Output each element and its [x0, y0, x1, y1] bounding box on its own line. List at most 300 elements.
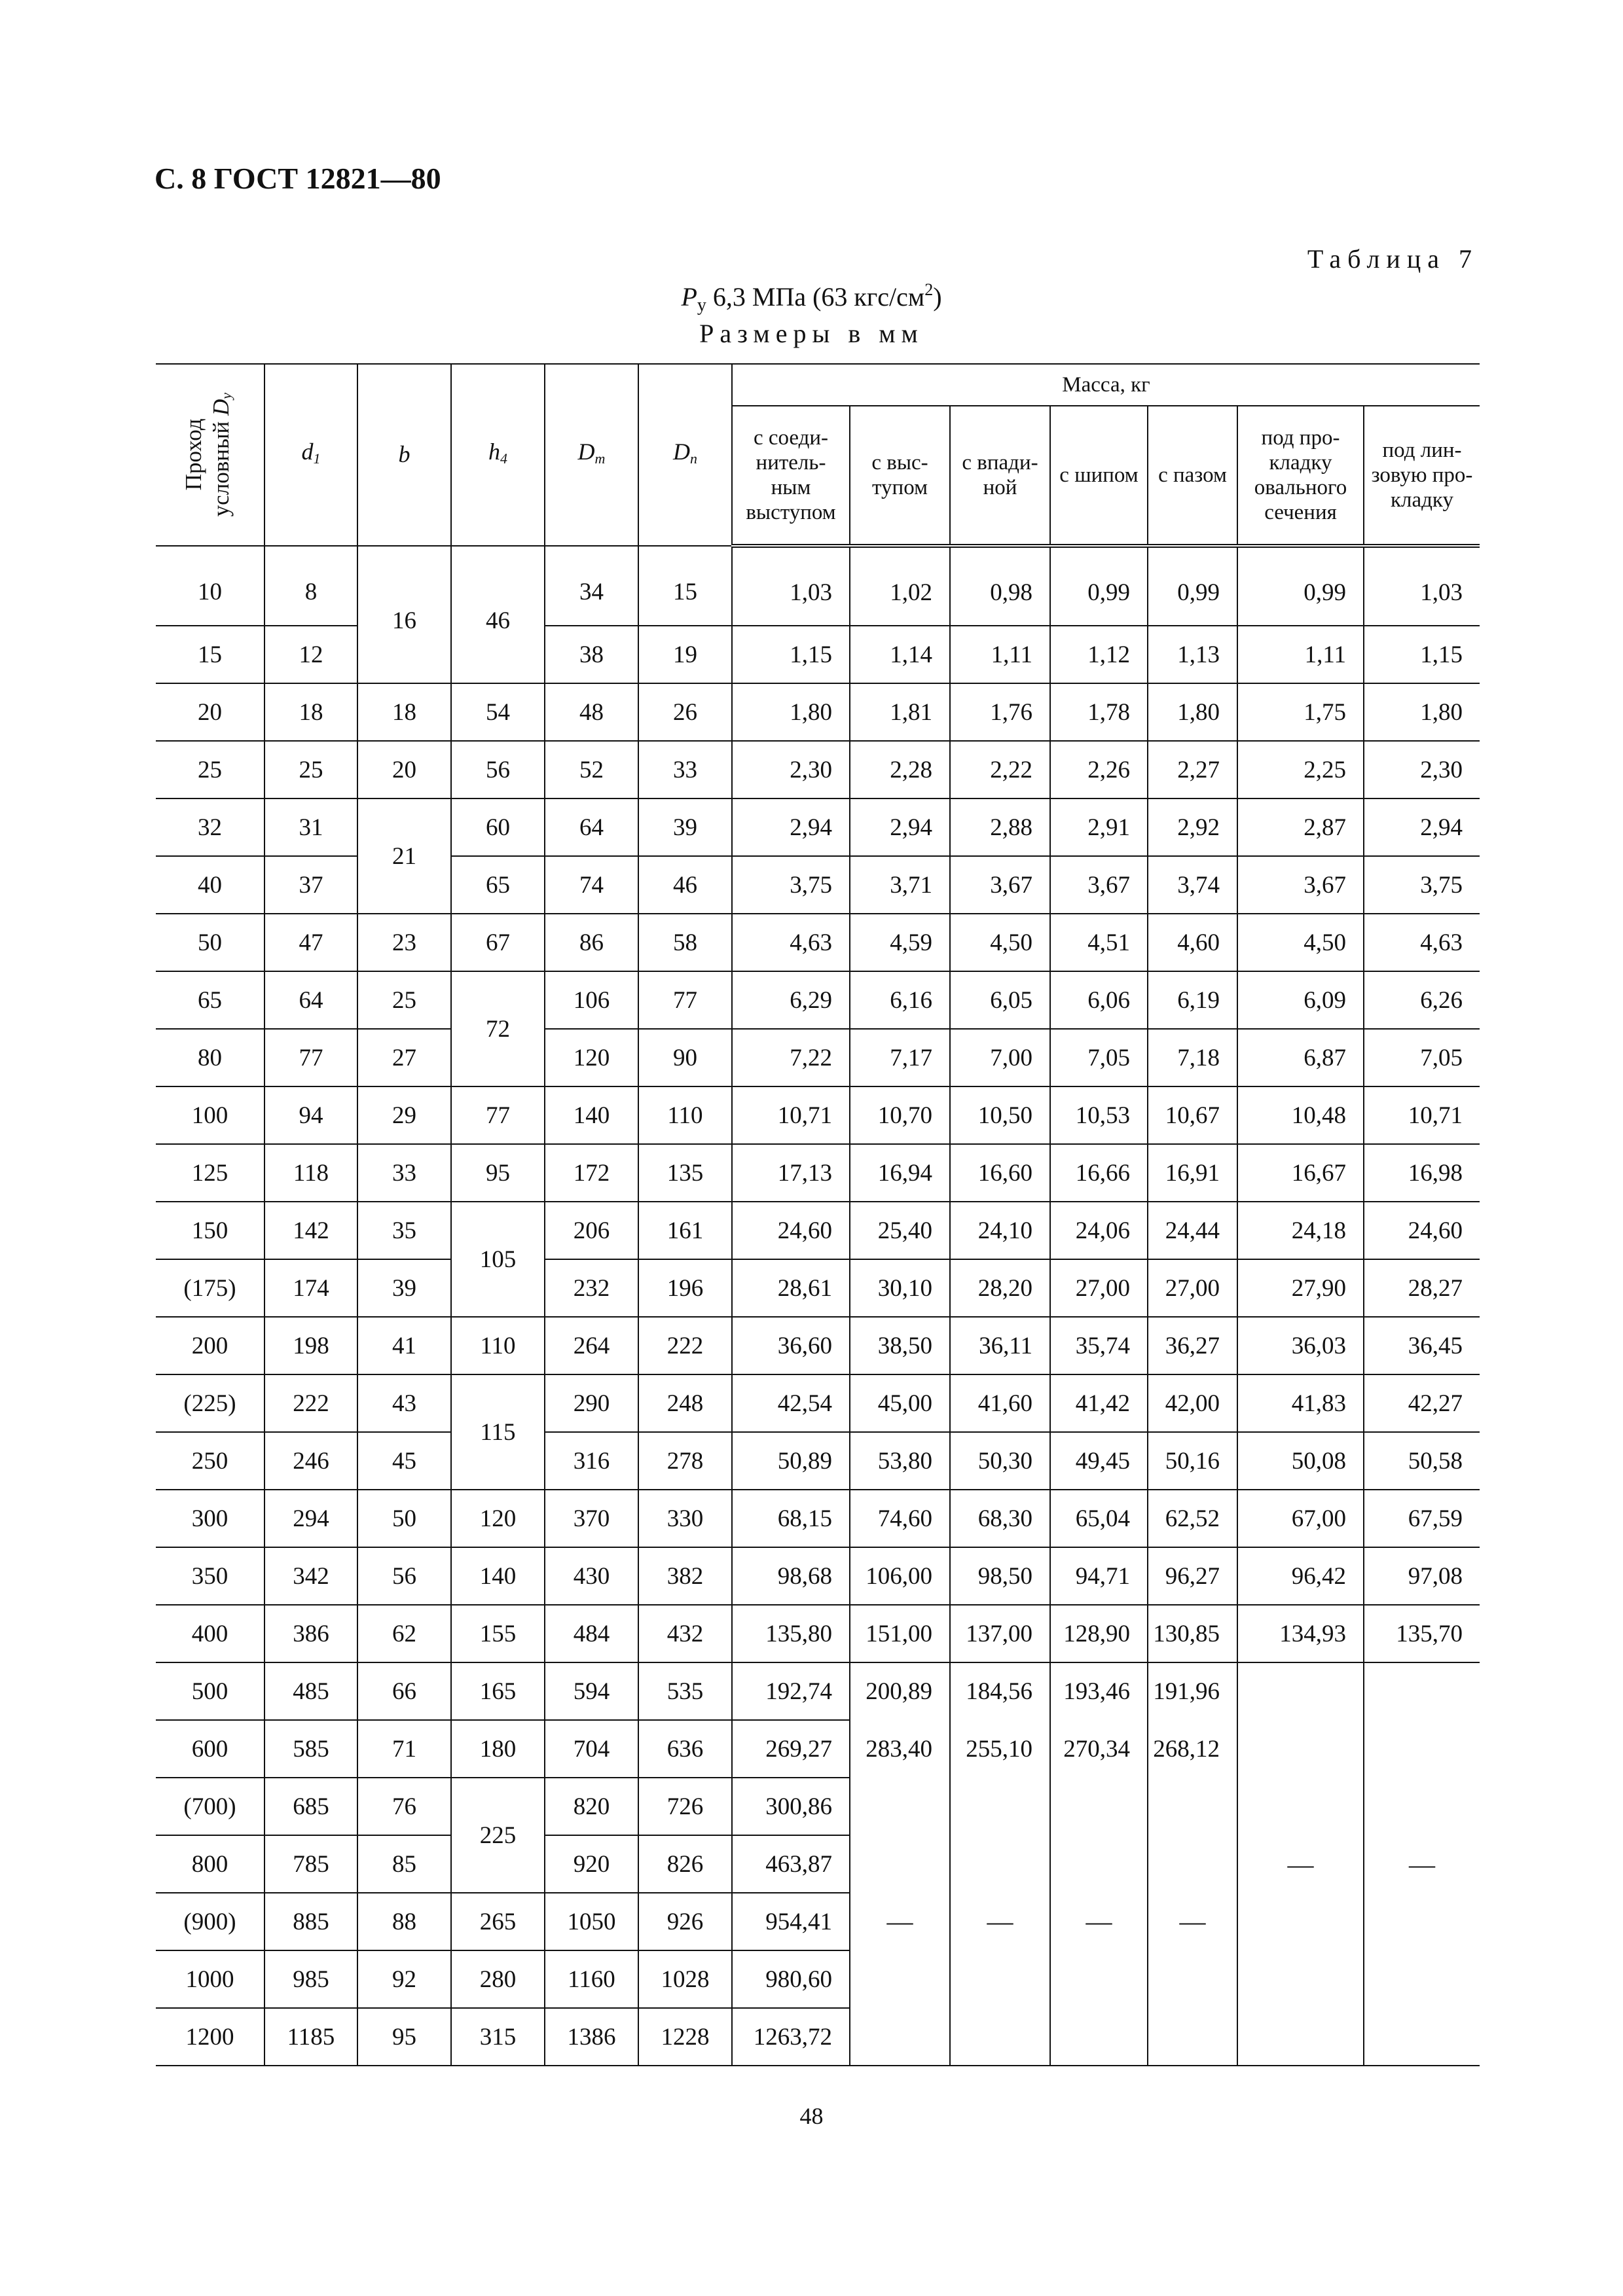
cell-d1: 386	[264, 1605, 357, 1662]
cell-b: 29	[357, 1086, 451, 1144]
cell-m1: 1,80	[732, 683, 850, 741]
table-row	[156, 683, 1480, 741]
cell-d1: 94	[264, 1086, 357, 1144]
cell-m2: 1,81	[850, 683, 950, 741]
cell-m2: 106,00	[850, 1547, 950, 1605]
cell-h4: 60	[451, 798, 545, 856]
cell-dn: 1028	[638, 1950, 732, 2008]
cell-dm: 920	[545, 1835, 638, 1893]
cell-m2: 4,59	[850, 914, 950, 971]
cell-m4-dash: —	[1050, 1778, 1148, 2066]
cell-m3: 16,60	[950, 1144, 1050, 1202]
cell-m7: 1,15	[1364, 626, 1480, 683]
cell-d1: 142	[264, 1202, 357, 1259]
cell-d1: 174	[264, 1259, 357, 1317]
cell-d1: 198	[264, 1317, 357, 1374]
cell-dm: 1160	[545, 1950, 638, 2008]
cell-dn: 39	[638, 798, 732, 856]
cell-dy: (225)	[156, 1374, 264, 1432]
cell-dm: 370	[545, 1490, 638, 1547]
cell-dm: 74	[545, 856, 638, 914]
cell-m6: 3,67	[1237, 856, 1364, 914]
header-mass-tongue: с шипом	[1050, 406, 1148, 546]
cell-dm: 594	[545, 1662, 638, 1720]
cell-dn: 135	[638, 1144, 732, 1202]
cell-dy: 800	[156, 1835, 264, 1893]
cell-m5: 10,67	[1148, 1086, 1237, 1144]
cell-b: 43	[357, 1374, 451, 1432]
cell-m1: 980,60	[732, 1950, 850, 2008]
cell-h4: 265	[451, 1893, 545, 1950]
cell-m2: 38,50	[850, 1317, 950, 1374]
cell-b: 21	[357, 798, 451, 914]
cell-m3: 1,11	[950, 626, 1050, 683]
cell-m5: 6,19	[1148, 971, 1237, 1029]
cell-d1: 485	[264, 1662, 357, 1720]
cell-m4: 4,51	[1050, 914, 1148, 971]
table-row	[156, 1029, 1480, 1086]
cell-dy: 20	[156, 683, 264, 741]
table-row	[156, 856, 1480, 914]
cell-m1: 135,80	[732, 1605, 850, 1662]
cell-dm: 86	[545, 914, 638, 971]
cell-m6: 1,11	[1237, 626, 1364, 683]
cell-m6: 4,50	[1237, 914, 1364, 971]
header-dy-line2: условный	[208, 422, 234, 517]
cell-dy: 1000	[156, 1950, 264, 2008]
cell-h4: 115	[451, 1374, 545, 1490]
cell-dy: 15	[156, 626, 264, 683]
cell-b: 66	[357, 1662, 451, 1720]
cell-dy: (900)	[156, 1893, 264, 1950]
table-number: Таблица 7	[1307, 244, 1478, 274]
pressure-close: )	[933, 282, 942, 312]
cell-dn: 1228	[638, 2008, 732, 2066]
cell-dm: 316	[545, 1432, 638, 1490]
cell-h4: 46	[451, 546, 545, 683]
cell-b: 27	[357, 1029, 451, 1086]
cell-m3: 10,50	[950, 1086, 1050, 1144]
cell-m4: 3,67	[1050, 856, 1148, 914]
cell-d1: 12	[264, 626, 357, 683]
cell-b: 50	[357, 1490, 451, 1547]
cell-m1: 300,86	[732, 1778, 850, 1835]
cell-b: 92	[357, 1950, 451, 2008]
cell-dy: (175)	[156, 1259, 264, 1317]
cell-d1: 985	[264, 1950, 357, 2008]
cell-d1: 118	[264, 1144, 357, 1202]
pressure-sub: у	[697, 295, 706, 315]
header-dy	[156, 364, 264, 546]
cell-dy: 40	[156, 856, 264, 914]
cell-m4: 1,12	[1050, 626, 1148, 683]
cell-dm: 64	[545, 798, 638, 856]
cell-b: 20	[357, 741, 451, 798]
cell-m2: 74,60	[850, 1490, 950, 1547]
cell-m2: 2,94	[850, 798, 950, 856]
flange-dimensions-table	[156, 363, 1480, 2066]
cell-dm: 232	[545, 1259, 638, 1317]
cell-b: 33	[357, 1144, 451, 1202]
header-mass-lens-gasket: под лин-зовую про-кладку	[1364, 406, 1480, 546]
cell-m1: 1,03	[732, 546, 850, 626]
cell-d1: 585	[264, 1720, 357, 1778]
cell-m5: 7,18	[1148, 1029, 1237, 1086]
cell-d1: 18	[264, 683, 357, 741]
cell-h4: 120	[451, 1490, 545, 1547]
header-dn-sub: n	[690, 450, 697, 467]
cell-m7: 24,60	[1364, 1202, 1480, 1259]
cell-m3: 68,30	[950, 1490, 1050, 1547]
cell-m5: 27,00	[1148, 1259, 1237, 1317]
cell-dm: 820	[545, 1778, 638, 1835]
cell-m7: 3,75	[1364, 856, 1480, 914]
cell-m7: 50,58	[1364, 1432, 1480, 1490]
cell-m7: 7,05	[1364, 1029, 1480, 1086]
cell-dm: 34	[545, 546, 638, 626]
cell-m5: 36,27	[1148, 1317, 1237, 1374]
cell-dy: 1200	[156, 2008, 264, 2066]
cell-b: 45	[357, 1432, 451, 1490]
cell-m2-dash: —	[850, 1778, 950, 2066]
cell-dn: 90	[638, 1029, 732, 1086]
cell-d1: 685	[264, 1778, 357, 1835]
header-b-symbol: b	[398, 441, 410, 467]
cell-m2: 1,02	[850, 546, 950, 626]
cell-dm: 38	[545, 626, 638, 683]
cell-m5: 4,60	[1148, 914, 1237, 971]
cell-dn: 636	[638, 1720, 732, 1778]
cell-m7: 28,27	[1364, 1259, 1480, 1317]
cell-m3: 2,22	[950, 741, 1050, 798]
cell-m1: 2,30	[732, 741, 850, 798]
header-b	[357, 364, 451, 546]
cell-m1: 98,68	[732, 1547, 850, 1605]
cell-m6: 16,67	[1237, 1144, 1364, 1202]
header-dy-line1: Проход	[180, 419, 206, 491]
cell-m5: 0,99	[1148, 546, 1237, 626]
cell-m5: 268,12	[1148, 1720, 1237, 1778]
cell-m1: 4,63	[732, 914, 850, 971]
cell-dn: 33	[638, 741, 732, 798]
cell-dy: 10	[156, 546, 264, 626]
cell-m7: 135,70	[1364, 1605, 1480, 1662]
cell-m4: 193,46	[1050, 1662, 1148, 1720]
cell-m1: 954,41	[732, 1893, 850, 1950]
cell-m1: 10,71	[732, 1086, 850, 1144]
cell-m3: 24,10	[950, 1202, 1050, 1259]
cell-b: 56	[357, 1547, 451, 1605]
cell-m5: 1,13	[1148, 626, 1237, 683]
cell-dn: 222	[638, 1317, 732, 1374]
table-row	[156, 626, 1480, 683]
cell-m1: 28,61	[732, 1259, 850, 1317]
cell-m7: 4,63	[1364, 914, 1480, 971]
header-d1	[264, 364, 357, 546]
cell-b: 41	[357, 1317, 451, 1374]
cell-m6: 6,87	[1237, 1029, 1364, 1086]
table-row	[156, 971, 1480, 1029]
cell-m6: 41,83	[1237, 1374, 1364, 1432]
cell-d1: 1185	[264, 2008, 357, 2066]
cell-dm: 484	[545, 1605, 638, 1662]
cell-m6: 50,08	[1237, 1432, 1364, 1490]
cell-dm: 120	[545, 1029, 638, 1086]
cell-m1: 68,15	[732, 1490, 850, 1547]
cell-dn: 26	[638, 683, 732, 741]
cell-h4: 155	[451, 1605, 545, 1662]
header-dn	[638, 364, 732, 546]
header-mass-raised-face: с соеди-нитель-ным выступом	[732, 406, 850, 546]
cell-h4: 315	[451, 2008, 545, 2066]
cell-dn: 19	[638, 626, 732, 683]
cell-m1: 7,22	[732, 1029, 850, 1086]
cell-m2: 45,00	[850, 1374, 950, 1432]
header-d1-sub: 1	[313, 450, 321, 467]
cell-dy: 150	[156, 1202, 264, 1259]
cell-m1: 3,75	[732, 856, 850, 914]
cell-m3: 98,50	[950, 1547, 1050, 1605]
table-row	[156, 1490, 1480, 1547]
cell-d1: 246	[264, 1432, 357, 1490]
table-row	[156, 1259, 1480, 1317]
table-row	[156, 914, 1480, 971]
cell-dy: 32	[156, 798, 264, 856]
cell-dn: 77	[638, 971, 732, 1029]
cell-m3: 6,05	[950, 971, 1050, 1029]
cell-m7: 10,71	[1364, 1086, 1480, 1144]
cell-m3: 255,10	[950, 1720, 1050, 1778]
cell-dm: 290	[545, 1374, 638, 1432]
cell-m4: 128,90	[1050, 1605, 1148, 1662]
cell-m3: 184,56	[950, 1662, 1050, 1720]
header-dm-symbol: D	[577, 438, 595, 465]
pressure-symbol: P	[681, 282, 697, 312]
cell-m5: 191,96	[1148, 1662, 1237, 1720]
cell-h4: 56	[451, 741, 545, 798]
pressure-sup: 2	[924, 280, 934, 299]
cell-m6: 1,75	[1237, 683, 1364, 741]
page-number: 48	[799, 2103, 824, 2129]
cell-d1: 25	[264, 741, 357, 798]
cell-m7: 42,27	[1364, 1374, 1480, 1432]
table-row	[156, 1605, 1480, 1662]
table-row	[156, 1374, 1480, 1432]
table-row	[156, 741, 1480, 798]
cell-dy: 500	[156, 1662, 264, 1720]
table-row	[156, 1662, 1480, 1720]
cell-m5: 16,91	[1148, 1144, 1237, 1202]
table-row	[156, 1144, 1480, 1202]
cell-m4: 2,91	[1050, 798, 1148, 856]
table-row	[156, 798, 1480, 856]
cell-dn: 278	[638, 1432, 732, 1490]
cell-m1: 42,54	[732, 1374, 850, 1432]
cell-dy: 100	[156, 1086, 264, 1144]
cell-m2: 53,80	[850, 1432, 950, 1490]
cell-m7: 1,03	[1364, 546, 1480, 626]
cell-m6: 10,48	[1237, 1086, 1364, 1144]
cell-m6: 96,42	[1237, 1547, 1364, 1605]
cell-m3-dash: —	[950, 1778, 1050, 2066]
cell-m1: 50,89	[732, 1432, 850, 1490]
cell-dn: 926	[638, 1893, 732, 1950]
cell-dn: 15	[638, 546, 732, 626]
cell-d1: 47	[264, 914, 357, 971]
cell-m2: 283,40	[850, 1720, 950, 1778]
cell-m4: 94,71	[1050, 1547, 1148, 1605]
cell-m2: 25,40	[850, 1202, 950, 1259]
header-mass-male: с выс-тупом	[850, 406, 950, 546]
cell-dn: 330	[638, 1490, 732, 1547]
cell-m4: 7,05	[1050, 1029, 1148, 1086]
cell-m7: 16,98	[1364, 1144, 1480, 1202]
cell-dm: 264	[545, 1317, 638, 1374]
cell-m4: 2,26	[1050, 741, 1148, 798]
cell-dm: 206	[545, 1202, 638, 1259]
cell-m6: 2,25	[1237, 741, 1364, 798]
cell-m6: 36,03	[1237, 1317, 1364, 1374]
cell-b: 39	[357, 1259, 451, 1317]
cell-m3: 0,98	[950, 546, 1050, 626]
cell-m2: 1,14	[850, 626, 950, 683]
cell-d1: 785	[264, 1835, 357, 1893]
cell-m3: 41,60	[950, 1374, 1050, 1432]
header-h4	[451, 364, 545, 546]
cell-m1: 24,60	[732, 1202, 850, 1259]
cell-h4: 280	[451, 1950, 545, 2008]
cell-h4: 77	[451, 1086, 545, 1144]
cell-dn: 535	[638, 1662, 732, 1720]
cell-m6: 0,99	[1237, 546, 1364, 626]
cell-m2: 2,28	[850, 741, 950, 798]
cell-m6: 24,18	[1237, 1202, 1364, 1259]
cell-b: 25	[357, 971, 451, 1029]
cell-dy: 80	[156, 1029, 264, 1086]
cell-dm: 52	[545, 741, 638, 798]
cell-h4: 67	[451, 914, 545, 971]
cell-h4: 54	[451, 683, 545, 741]
cell-dm: 430	[545, 1547, 638, 1605]
cell-dy: 400	[156, 1605, 264, 1662]
cell-m3: 2,88	[950, 798, 1050, 856]
cell-dn: 382	[638, 1547, 732, 1605]
cell-m5: 130,85	[1148, 1605, 1237, 1662]
cell-h4: 110	[451, 1317, 545, 1374]
cell-m4: 10,53	[1050, 1086, 1148, 1144]
cell-d1: 885	[264, 1893, 357, 1950]
header-d1-symbol: d	[301, 438, 314, 465]
header-dy-symbol: D	[208, 399, 234, 416]
cell-m2: 10,70	[850, 1086, 950, 1144]
cell-m1: 1263,72	[732, 2008, 850, 2066]
cell-m7: 97,08	[1364, 1547, 1480, 1605]
cell-dm: 172	[545, 1144, 638, 1202]
pressure-text: 6,3 МПа (63 кгс/см	[706, 282, 925, 312]
cell-dy: 350	[156, 1547, 264, 1605]
table-row	[156, 1547, 1480, 1605]
cell-m1: 36,60	[732, 1317, 850, 1374]
cell-m3: 137,00	[950, 1605, 1050, 1662]
cell-m4: 270,34	[1050, 1720, 1148, 1778]
cell-m3: 50,30	[950, 1432, 1050, 1490]
cell-m5: 2,92	[1148, 798, 1237, 856]
cell-m5: 96,27	[1148, 1547, 1237, 1605]
cell-b: 18	[357, 683, 451, 741]
cell-d1: 31	[264, 798, 357, 856]
cell-m4: 0,99	[1050, 546, 1148, 626]
cell-h4: 95	[451, 1144, 545, 1202]
cell-m5: 2,27	[1148, 741, 1237, 798]
cell-m2: 6,16	[850, 971, 950, 1029]
header-dm	[545, 364, 638, 546]
cell-dn: 726	[638, 1778, 732, 1835]
cell-m7: 2,30	[1364, 741, 1480, 798]
cell-dy: 300	[156, 1490, 264, 1547]
cell-m4: 41,42	[1050, 1374, 1148, 1432]
cell-m2: 151,00	[850, 1605, 950, 1662]
cell-dy: 600	[156, 1720, 264, 1778]
cell-m6: 6,09	[1237, 971, 1364, 1029]
cell-m5: 62,52	[1148, 1490, 1237, 1547]
header-mass-oval-gasket: под про-кладку овального сечения	[1237, 406, 1364, 546]
header-dy-sub: у	[217, 393, 234, 400]
cell-m1: 1,15	[732, 626, 850, 683]
cell-dy: 50	[156, 914, 264, 971]
cell-dy: 65	[156, 971, 264, 1029]
cell-m2: 200,89	[850, 1662, 950, 1720]
cell-m5: 42,00	[1148, 1374, 1237, 1432]
cell-m5-dash: —	[1148, 1778, 1237, 2066]
cell-m7: 1,80	[1364, 683, 1480, 741]
cell-m6: 27,90	[1237, 1259, 1364, 1317]
cell-d1: 222	[264, 1374, 357, 1432]
cell-m1: 2,94	[732, 798, 850, 856]
cell-d1: 77	[264, 1029, 357, 1086]
cell-h4: 165	[451, 1662, 545, 1720]
cell-dm: 704	[545, 1720, 638, 1778]
cell-m4: 27,00	[1050, 1259, 1148, 1317]
cell-b: 23	[357, 914, 451, 971]
cell-dn: 58	[638, 914, 732, 971]
cell-b: 62	[357, 1605, 451, 1662]
header-h4-sub: 4	[500, 450, 507, 467]
cell-m3: 3,67	[950, 856, 1050, 914]
header-mass: Масса, кг	[732, 364, 1480, 406]
cell-dm: 48	[545, 683, 638, 741]
cell-b: 85	[357, 1835, 451, 1893]
cell-m7: 36,45	[1364, 1317, 1480, 1374]
cell-d1: 64	[264, 971, 357, 1029]
cell-m4: 35,74	[1050, 1317, 1148, 1374]
cell-b: 16	[357, 546, 451, 683]
cell-dy: 125	[156, 1144, 264, 1202]
cell-m3: 4,50	[950, 914, 1050, 971]
cell-dy: 250	[156, 1432, 264, 1490]
cell-b: 35	[357, 1202, 451, 1259]
cell-dy: 25	[156, 741, 264, 798]
cell-m1: 6,29	[732, 971, 850, 1029]
cell-m2: 3,71	[850, 856, 950, 914]
cell-h4: 65	[451, 856, 545, 914]
header-dm-sub: m	[594, 450, 606, 467]
cell-m3: 36,11	[950, 1317, 1050, 1374]
cell-m4: 6,06	[1050, 971, 1148, 1029]
cell-d1: 342	[264, 1547, 357, 1605]
table-row	[156, 546, 1480, 626]
cell-d1: 37	[264, 856, 357, 914]
page-header: С. 8 ГОСТ 12821—80	[155, 162, 441, 195]
